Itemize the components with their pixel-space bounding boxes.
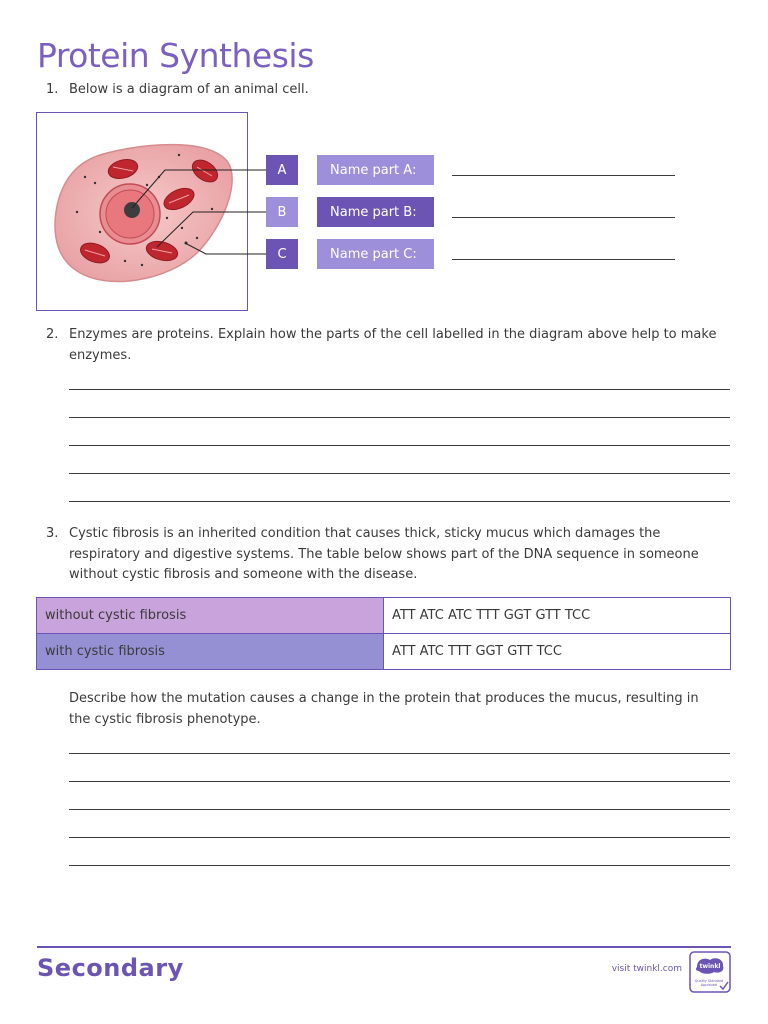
svg-text:twinkl: twinkl [699,963,721,970]
question-number: 2. [46,327,59,342]
visit-link[interactable]: visit twinkl.com [611,964,682,974]
writing-line[interactable] [69,389,730,390]
answer-line-part-b[interactable] [452,217,675,218]
footer-divider [37,946,731,948]
question-number: 3. [46,526,59,541]
table-row [37,598,731,634]
label-letter-c: C [266,239,298,269]
question-text-line-3: without cystic fibrosis and someone with the disease. [69,567,418,582]
describe-text-line-2: the cystic fibrosis phenotype. [69,711,261,727]
describe-prompt [69,689,749,731]
brand-logo-text: Secondary [37,954,184,982]
writing-line[interactable] [69,501,730,502]
question-text: Below is a diagram of an animal cell. [69,82,309,97]
question-text-line-1: Enzymes are proteins. Explain how the parts of the cell labelled in the diagram above help to make [69,327,717,342]
twinkl-quality-badge-icon [689,951,731,993]
dna-sequence-mutated: ATT ATC TTT GGT GTT TCC [384,634,731,670]
question-text-line-2: enzymes. [69,347,132,363]
dna-sequence-table [36,597,731,670]
label-letter-b: B [266,197,298,227]
svg-text:Quality Standard: Quality Standard [694,979,724,983]
writing-line[interactable] [69,473,730,474]
describe-text-line-1: Describe how the mutation causes a change in the protein that produces the mucus, resulting in [69,691,699,706]
row-label-without-cf: without cystic fibrosis [37,598,384,634]
name-part-a-label: Name part A: [317,155,434,185]
question-2 [46,325,746,367]
table-row [37,634,731,670]
answer-line-part-a[interactable] [452,175,675,176]
writing-line[interactable] [69,781,730,782]
name-part-c-label: Name part C: [317,239,434,269]
writing-line[interactable] [69,753,730,754]
answer-line-part-c[interactable] [452,259,675,260]
label-letter-a: A [266,155,298,185]
page-title: Protein Synthesis [37,36,314,75]
row-label-with-cf: with cystic fibrosis [37,634,384,670]
svg-text:Approved: Approved [700,983,718,987]
question-number: 1. [46,82,59,97]
dna-sequence-normal: ATT ATC ATC TTT GGT GTT TCC [384,598,731,634]
name-part-b-label: Name part B: [317,197,434,227]
writing-line[interactable] [69,417,730,418]
writing-line[interactable] [69,865,730,866]
writing-line[interactable] [69,809,730,810]
question-3 [46,524,746,586]
question-text-line-1: Cystic fibrosis is an inherited condition that causes thick, sticky mucus which damages the [69,526,661,541]
question-text-line-2: respiratory and digestive systems. The table below shows part of the DNA sequence in someone [69,546,699,562]
writing-line[interactable] [69,837,730,838]
writing-line[interactable] [69,445,730,446]
